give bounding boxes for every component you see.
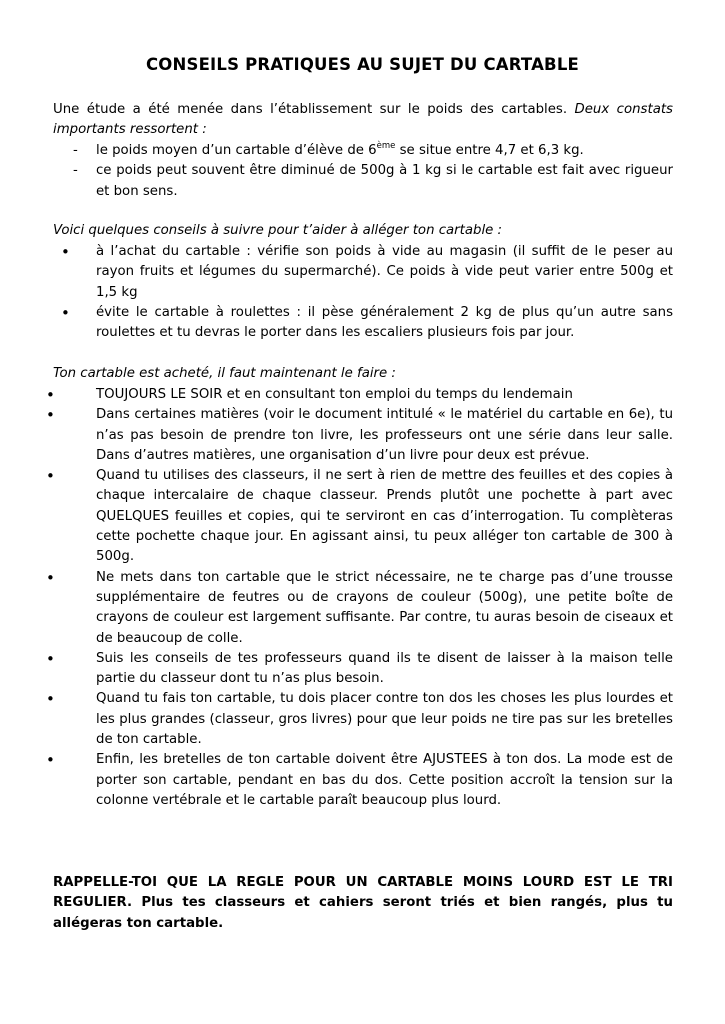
list-item bbox=[53, 141, 673, 161]
section-2-heading: Ton cartable est acheté, il faut maintenant le faire : bbox=[53, 366, 396, 381]
bullet-icon: • bbox=[61, 303, 70, 322]
reminder-paragraph: RAPPELLE-TOI QUE LA REGLE POUR UN CARTABLE MOINS LOURD EST LE TRI REGULIER. Plus tes classeurs et cahiers seront triés et bien rangés, plus tu allégeras ton cartable. bbox=[53, 875, 673, 931]
intro-text: Une étude a été menée dans l’établissement sur le poids des cartables. bbox=[53, 102, 568, 117]
list-item bbox=[46, 750, 673, 811]
packing-text: Quand tu utilises des classeurs, il ne sert à rien de mettre des feuilles et des copies à chaque intercalaire de chaque classeur. Prends plutôt une pochette à part avec QUELQUES feuilles et copies, qui te serviront en cas d’interrogation. Tu complèteras cette pochette chaque jour. En agissant ainsi, tu peux alléger ton cartable de 300 à 500g. bbox=[96, 468, 673, 565]
findings-list bbox=[53, 141, 673, 202]
packing-list bbox=[46, 385, 673, 811]
list-item bbox=[46, 689, 673, 750]
packing-text: Quand tu fais ton cartable, tu dois placer contre ton dos les choses les plus lourdes et les plus grandes (classeur, gros livres) pour que leur poids ne tire pas sur les bretelles de ton cartable. bbox=[96, 691, 673, 748]
list-item bbox=[46, 405, 673, 466]
superscript: ème bbox=[376, 141, 396, 151]
list-item bbox=[46, 385, 673, 405]
bullet-icon: • bbox=[61, 243, 70, 261]
bullet-icon: • bbox=[46, 467, 55, 486]
list-item bbox=[53, 242, 673, 303]
bullet-icon: • bbox=[46, 406, 55, 425]
packing-text: Enfin, les bretelles de ton cartable doivent être AJUSTEES à ton dos. La mode est de porter son cartable, pendant en bas du dos. Cette position accroît la tension sur la colonne vertébrale et le cartable paraît beaucoup plus lourd. bbox=[96, 752, 673, 808]
intro-paragraph bbox=[53, 100, 673, 141]
advice-text: évite le cartable à roulettes : il pèse généralement 2 kg de plus qu’un autre sans roulettes et tu devras le porter dans les escaliers plusieurs fois par jour. bbox=[96, 304, 673, 341]
finding-1-text-end: se situe entre 4,7 et 6,3 kg. bbox=[395, 143, 584, 158]
advice-text: à l’achat du cartable : vérifie son poids à vide au magasin (il suffit de le peser au rayon fruits et légumes du supermarché). Ce poids à vide peut varier entre 500g et 1,5 kg bbox=[96, 244, 673, 300]
finding-2-text: ce poids peut souvent être diminué de 500g à 1 kg si le cartable est fait avec rigueur et bon sens. bbox=[96, 163, 673, 199]
packing-text: Ne mets dans ton cartable que le strict nécessaire, ne te charge pas d’une trousse supplémentaire de feutres ou de crayons de couleur (500g), une petite boîte de crayons de couleur est largement suffisante. Par contre, tu auras besoin de ciseaux et de beaucoup de colle. bbox=[96, 569, 673, 646]
list-item bbox=[53, 303, 673, 344]
bullet-icon: • bbox=[46, 751, 55, 770]
packing-text: Dans certaines matières (voir le document intitulé « le matériel du cartable en 6e), tu n’as pas besoin de prendre ton livre, les professeurs ont une série dans leur salle. Dans d’autres matières, une organisation d’un livre pour deux est prévue. bbox=[96, 407, 673, 463]
list-item bbox=[46, 649, 673, 690]
list-item bbox=[46, 568, 673, 649]
page-title: CONSEILS PRATIQUES AU SUJET DU CARTABLE bbox=[145, 55, 580, 74]
advice-list bbox=[53, 242, 673, 343]
list-item bbox=[46, 466, 673, 567]
bullet-icon: • bbox=[46, 649, 55, 668]
dash-marker: - bbox=[73, 143, 78, 158]
packing-text: Suis les conseils de tes professeurs quand ils te disent de laisser à la maison telle partie du classeur dont tu n’as plus besoin. bbox=[96, 650, 673, 687]
section-1-heading: Voici quelques conseils à suivre pour t’aider à alléger ton cartable : bbox=[53, 223, 503, 238]
intro-italic-text: Deux constats importants ressortent : bbox=[53, 102, 673, 138]
bullet-icon: • bbox=[46, 386, 55, 404]
finding-1-text: le poids moyen d’un cartable d’élève de 6 bbox=[96, 143, 377, 158]
list-item bbox=[53, 161, 673, 202]
dash-marker: - bbox=[73, 163, 78, 179]
packing-text: TOUJOURS LE SOIR et en consultant ton emploi du temps du lendemain bbox=[96, 387, 573, 402]
bullet-icon: • bbox=[46, 568, 55, 587]
bullet-icon: • bbox=[46, 690, 55, 709]
